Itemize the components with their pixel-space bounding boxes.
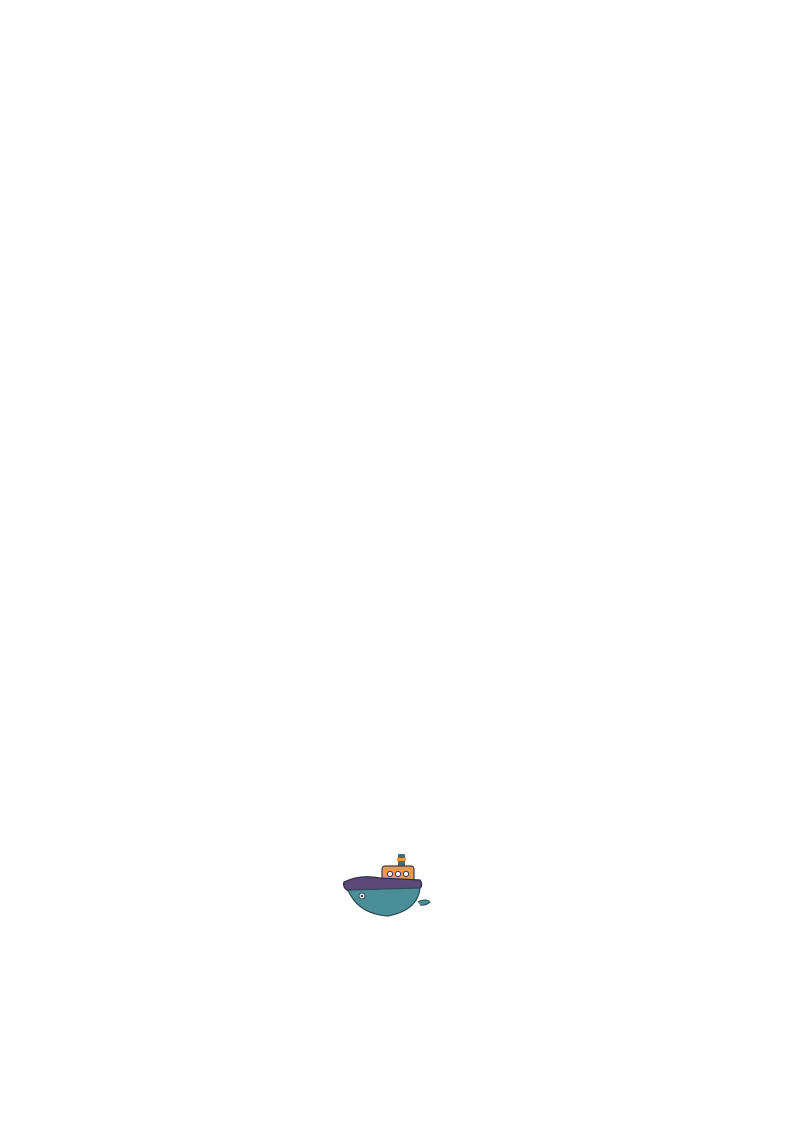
ship-icon [340, 852, 434, 922]
ship-hull [348, 888, 420, 916]
